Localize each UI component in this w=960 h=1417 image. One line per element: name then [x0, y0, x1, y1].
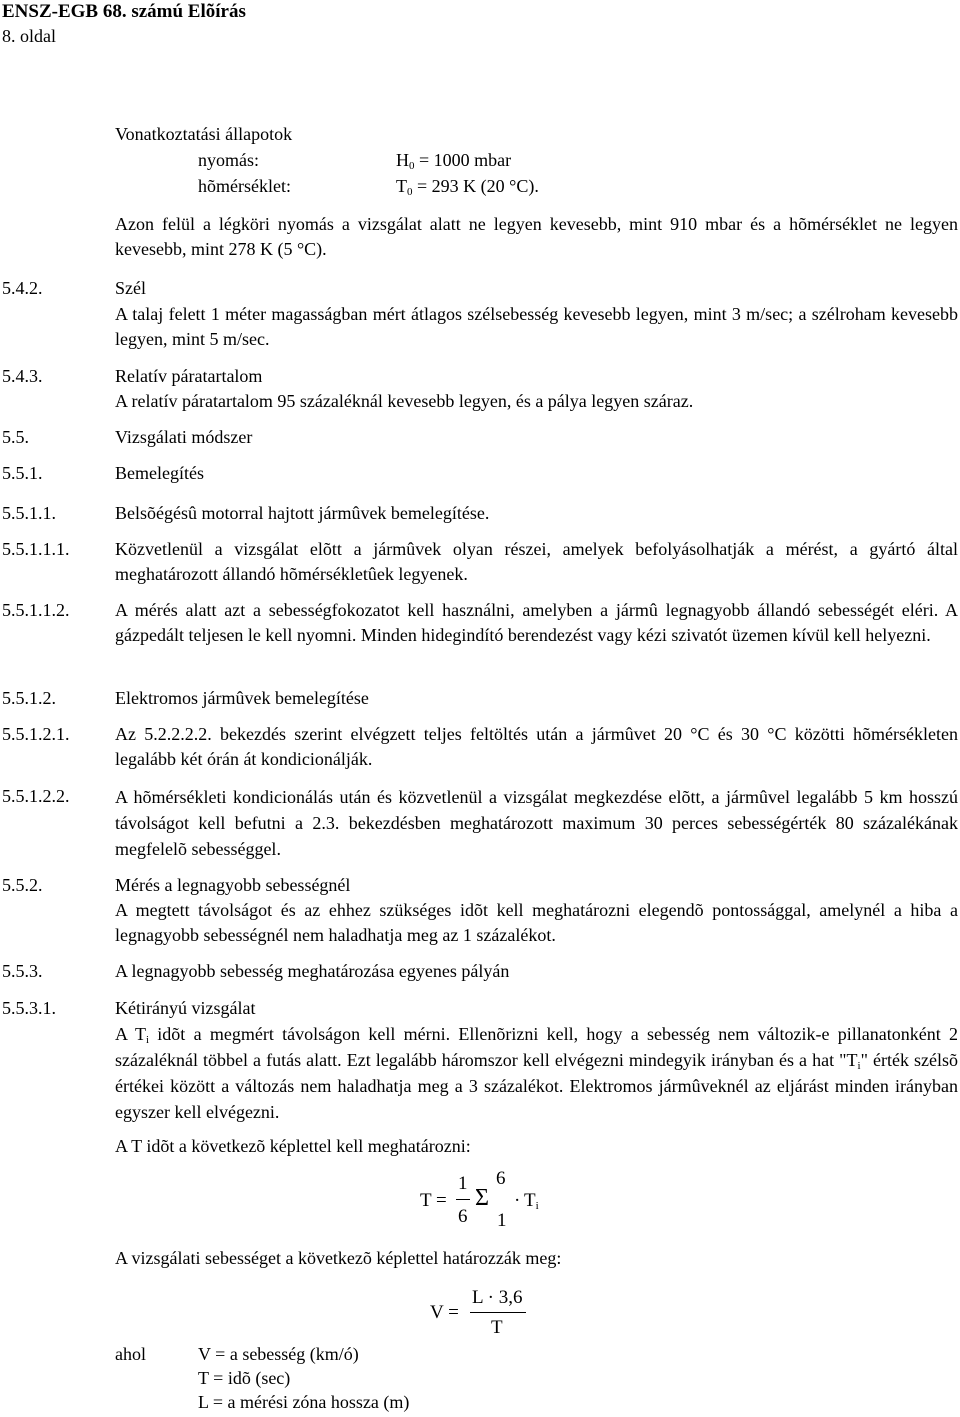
section-number: 5.4.2. [2, 278, 43, 298]
section-text: A talaj felett 1 méter magasságban mért átlagos szélsebesség kevesebb legyen, mint 3 m/sec; a szélroham kevesebb legyen, mint 5 m/sec. [115, 304, 958, 349]
section-number: 5.5.1.1. [2, 503, 56, 523]
formula-t [420, 1168, 580, 1238]
document-title: ENSZ-EGB 68. számú Elõírás [2, 1, 246, 22]
pressure-label: nyomás: [198, 150, 259, 170]
section-title: Elektromos jármûvek bemelegítése [115, 688, 369, 708]
legend-item: T = idõ (sec) [198, 1368, 291, 1388]
formula-variable: $T_i$ [524, 1190, 539, 1212]
fraction-denominator: 6 [458, 1206, 468, 1227]
section-number: 5.5.1.2.1. [2, 724, 70, 744]
section-number: 5.4.3. [2, 366, 43, 386]
legend-where: ahol [115, 1344, 146, 1364]
section-number: 5.5.3. [2, 961, 43, 981]
section-title: Mérés a legnagyobb sebességnél [115, 875, 351, 895]
section-title: Kétirányú vizsgálat [115, 998, 256, 1018]
section-text: Közvetlenül a vizsgálat elõtt a jármûvek olyan részei, amelyek befolyásolhatják a mérést, a gyártó által meghatározott állandó hõmérsékletûek legyenek. [115, 539, 958, 584]
section-title: A legnagyobb sebesség meghatározása egyenes pályán [115, 961, 510, 981]
section-text: A mérés alatt azt a sebességfokozatot kell használni, amelyben a jármû legnagyobb állandó sebességét eléri. A gázpedált teljesen le kell nyomni. Minden hidegindító berendezést vagy kézi szivatót üzemen kívül kell helyezni. [115, 600, 958, 645]
section-number: 5.5.1.2.2. [2, 786, 70, 806]
section-number: 5.5.1.1.2. [2, 600, 70, 620]
section-title: Relatív páratartalom [115, 366, 263, 386]
pressure-value: $H_0 = 1000$ mbar [396, 150, 512, 172]
legend-item: V = a sebesség (km/ó) [198, 1344, 359, 1364]
fraction-numerator: L · 3,6 [472, 1287, 523, 1308]
section-title: Belsõégésû motorral hajtott jármûvek bemelegítése. [115, 503, 490, 523]
fraction-numerator: 1 [458, 1173, 468, 1194]
fraction-bar [470, 1312, 526, 1313]
section-text: A $T_i$ idõt a megmért távolságon kell mérni. Ellenõrizni kell, hogy a sebesség nem változik-e pillanatonként 2 százaléknál többel a futás alatt. Ezt legalább háromszor kell elvégezni mindegyik irányban és a hat "$T_i$" érték szélsõ értékei között a változás nem haladhatja meg a 3 százalékot. Elektromos jármûveknél az eljárást minden irányban egyszer kell elvégezni. [115, 1024, 958, 1122]
section-text: A megtett távolságot és az ehhez szükséges idõt kell meghatározni elegendõ pontossággal, amelynél a hiba a legnagyobb sebességnél nem haladhatja meg az 1 százalékot. [115, 900, 958, 945]
formula-v [430, 1285, 550, 1345]
section-number: 5.5.1. [2, 463, 43, 483]
ref-conditions-heading: Vonatkoztatási állapotok [115, 124, 293, 144]
formula-t-intro: A T idõt a következõ képlettel kell meghatározni: [115, 1136, 471, 1156]
page-number: 8. oldal [2, 26, 56, 46]
section-text: Az 5.2.2.2.2. bekezdés szerint elvégzett teljes feltöltés után a jármûvet 20 °C és 30 °C közötti hõmérsékleten legalább két órán át kondicionálják. [115, 724, 958, 769]
sigma-symbol: Σ [475, 1185, 489, 1211]
section-title: Bemelegítés [115, 463, 204, 483]
sum-upper-limit: 6 [496, 1168, 506, 1189]
temperature-value: $T_0 = 293$ K (20 °C). [396, 176, 539, 198]
sum-lower-limit: 1 [497, 1210, 507, 1231]
fraction-denominator: T [491, 1317, 503, 1338]
formula-lhs: T = [420, 1190, 447, 1211]
temperature-label: hõmérséklet: [198, 176, 291, 196]
page-header [2, 0, 246, 48]
section-title: Szél [115, 278, 146, 298]
ref-conditions-text: Azon felül a légköri nyomás a vizsgálat alatt ne legyen kevesebb, mint 910 mbar és a hõmérséklet ne legyen kevesebb, mint 278 K (5 °C). [115, 214, 958, 259]
section-number: 5.5.1.1.1. [2, 539, 70, 559]
legend-item: L = a mérési zóna hossza (m) [198, 1392, 410, 1412]
section-number: 5.5. [2, 427, 29, 447]
section-title: Vizsgálati módszer [115, 427, 253, 447]
fraction-bar [456, 1199, 470, 1200]
section-number: 5.5.1.2. [2, 688, 56, 708]
section-text: A hõmérsékleti kondicionálás után és közvetlenül a vizsgálat megkezdése elõtt, a jármûvel legalább 5 km hosszú távolságot kell befutni a 2.3. bekezdésben meghatározott maximum 30 perces sebességérték 80 százalékának megfelelõ sebességgel. [115, 787, 958, 859]
multiply-dot: · [514, 1190, 521, 1211]
section-text: A relatív páratartalom 95 százaléknál kevesebb legyen, és a pálya legyen száraz. [115, 391, 694, 411]
formula-lhs: V = [430, 1302, 459, 1323]
section-number: 5.5.2. [2, 875, 43, 895]
formula-v-intro: A vizsgálati sebességet a következõ képlettel határozzák meg: [115, 1248, 562, 1268]
section-number: 5.5.3.1. [2, 998, 56, 1018]
